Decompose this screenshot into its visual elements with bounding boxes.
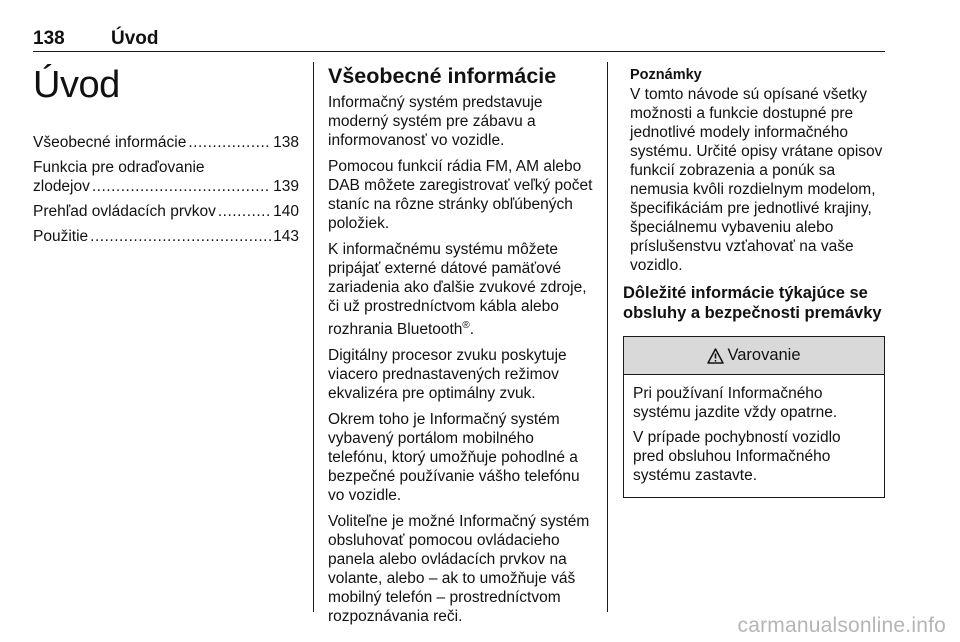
toc-entry[interactable]: [33, 227, 299, 246]
column-divider: [607, 62, 608, 612]
toc-entry-label: Prehľad ovládacích prvkov: [33, 203, 216, 220]
paragraph-text: K informačnému systému môžete pripájať externé dátové pamäťové zariadenia ako ďalšie zvukové zdroje, či už prostredníctvom kábla alebo rozhrania Bluetooth: [328, 241, 587, 339]
warning-header: [624, 337, 884, 375]
toc-entry-page: 138: [273, 134, 299, 151]
warning-triangle-icon: [707, 348, 724, 364]
running-title: Úvod: [111, 28, 159, 49]
toc-entry-page: 140: [273, 203, 299, 220]
paragraph: Digitálny procesor zvuku poskytuje viacero prednastavených režimov ekvalizéra pre optimálny zvuk.: [328, 347, 567, 403]
paragraph-end: .: [469, 321, 475, 339]
watermark: carmanualsonline.info: [737, 614, 946, 637]
paragraph: [328, 240, 596, 339]
right-column: [623, 66, 885, 498]
toc-entry-page: 139: [273, 178, 299, 195]
warning-title: Varovanie: [727, 346, 801, 364]
toc-entry-label: Funkcia pre odraďovanie: [33, 159, 205, 176]
warning-text: Pri používaní Informačného systému jazdite vždy opatrne.: [633, 385, 838, 421]
column-divider: [313, 62, 314, 612]
subsection-heading: Dôležité informácie týkajúce se obsluhy a bezpečnosti premávky: [623, 284, 882, 322]
toc-entry[interactable]: [33, 202, 299, 221]
toc-entry-page: 143: [273, 228, 299, 245]
paragraph: Okrem toho je Informačný systém vybavený portálom mobilného telefónu, ktorý umožňuje pohodlné a bezpečné používanie vášho telefónu vo vozidle.: [328, 411, 580, 505]
toc-entry-label: zlodejov: [33, 178, 90, 195]
warning-box: [623, 336, 885, 498]
note-box: [623, 66, 885, 275]
note-text: V tomto návode sú opísané všetky možnosti a funkcie dostupné pre jednotlivé modely informačného systému. Určité opisy vrátane opisov funkcií zobrazenia a ponúk sa nemusia kvôli rozdielnym modelom, špecifikáciám pre jednotlivé krajiny, špeciálnemu vybaveniu alebo príslušenstvu vzťahovať na vaše vozidlo.: [630, 86, 883, 274]
paragraph: Informačný systém predstavuje moderný systém pre zábavu a informovanosť vo vozidle.: [328, 94, 543, 149]
toc-entry[interactable]: [33, 133, 299, 152]
left-column: [33, 64, 299, 252]
warning-body: [624, 375, 884, 497]
toc-entry[interactable]: [33, 158, 299, 196]
page-number: 138: [33, 28, 65, 49]
registered-mark: ®: [462, 320, 470, 331]
note-title: Poznámky: [630, 67, 702, 83]
toc-entry-label: Všeobecné informácie: [33, 134, 187, 151]
table-of-contents: [33, 133, 299, 246]
warning-text: V prípade pochybností vozidlo pred obsluhou Informačného systému zastavte.: [633, 429, 841, 484]
paragraph: Voliteľne je možné Informačný systém obsluhovať pomocou ovládacieho panela alebo ovládacích prvkov na volante, alebo – ak to umožňuje váš mobilný telefón – prostredníctvom rozpoznávania reči.: [328, 513, 590, 626]
chapter-title: Úvod: [33, 64, 120, 106]
middle-column: [328, 64, 596, 633]
paragraph: Pomocou funkcií rádia FM, AM alebo DAB môžete zaregistrovať veľký počet staníc na rôzne stránky obľúbených položiek.: [328, 158, 593, 232]
section-heading: Všeobecné informácie: [328, 64, 557, 88]
page-header: [33, 28, 885, 52]
toc-entry-label: Použitie: [33, 228, 89, 245]
